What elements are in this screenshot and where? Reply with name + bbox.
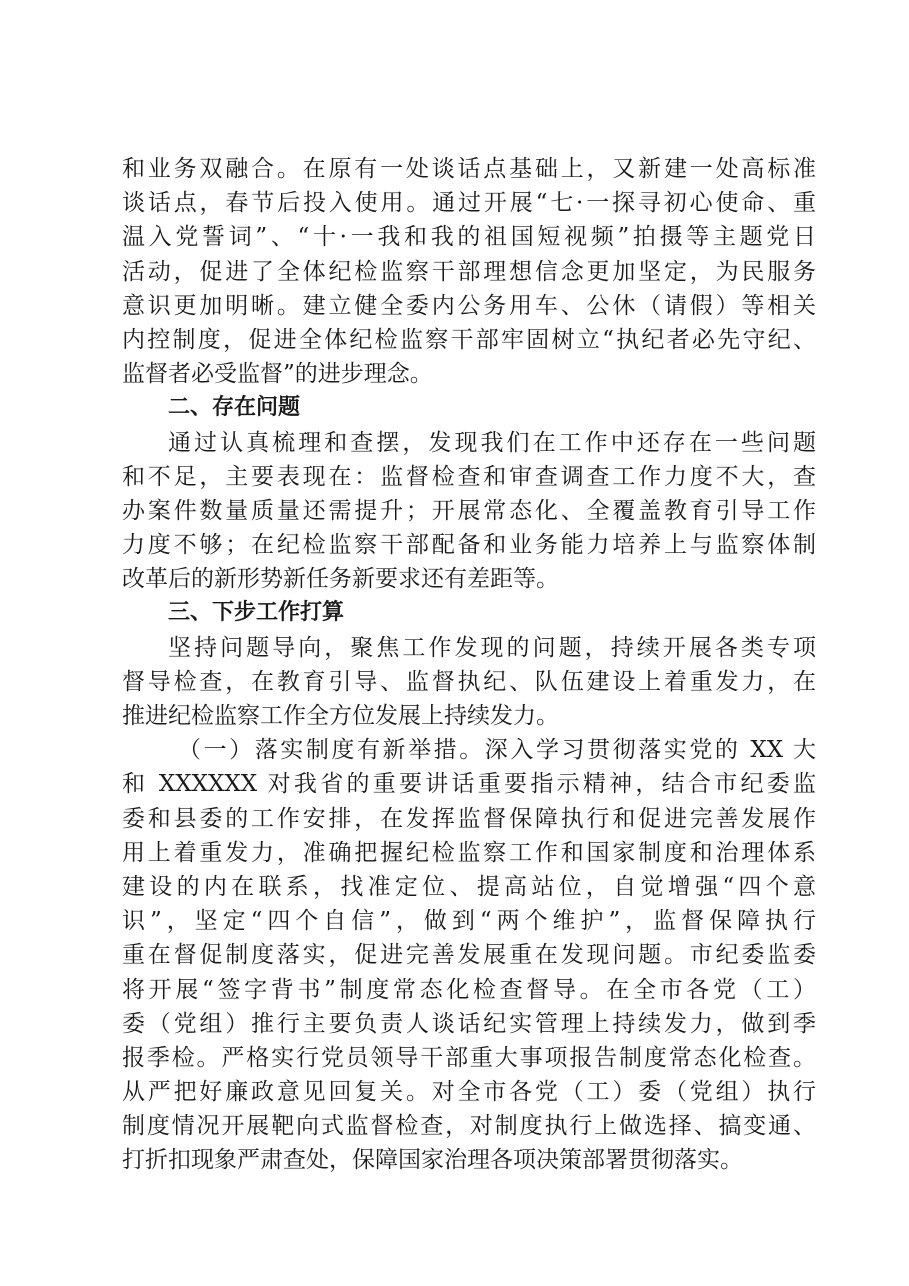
text-line: 温入党誓词”、“十·一我和我的祖国短视频”拍摄等主题党日 [122,224,816,251]
text-line: 委和县委的工作安排，在发挥监督保障执行和促进完善发展作 [122,805,816,832]
text-line: 内控制度，促进全体纪检监察干部牢固树立“执纪者必先守纪、 [122,326,816,353]
text-line: 重在督促制度落实，促进完善发展重在发现问题。市纪委监委 [122,942,816,969]
text-line: 将开展“签字背书”制度常态化检查督导。在全市各党（工） [122,976,816,1003]
paragraph-next-steps-intro [122,631,816,734]
text-line: 督导检查，在教育引导、监督执纪、队伍建设上着重发力，在 [122,668,816,695]
text-line: 和不足，主要表现在：监督检查和审查调查工作力度不大，查 [122,463,816,490]
paragraph-continuation [122,152,816,391]
text-line: 报季检。严格实行党员领导干部重大事项报告制度常态化检查。 [122,1044,816,1071]
text-line: 和 XXXXXX 对我省的重要讲话重要指示精神，结合市纪委监 [122,771,816,798]
paragraph-problems [122,426,816,597]
text-line: 改革后的新形势新任务新要求还有差距等。 [122,566,559,593]
text-line: 和业务双融合。在原有一处谈话点基础上，又新建一处高标准 [122,156,816,182]
document-body [122,152,816,1178]
text-line: 通过认真梳理和查摆，发现我们在工作中还存在一些问题 [168,429,816,456]
text-line: 打折扣现象严肃查处，保障国家治理各项决策部署贯彻落实。 [122,1147,743,1174]
text-line: 从严把好廉政意见回复关。对全市各党（工）委（党组）执行 [122,1079,816,1106]
text-line: 用上着重发力，准确把握纪检监察工作和国家制度和治理体系 [122,839,816,866]
text-line: 力度不够；在纪检监察干部配备和业务能力培养上与监察体制 [122,532,816,559]
text-line: （一）落实制度有新举措。深入学习贯彻落实党的 XX 大 [178,737,816,764]
text-line: 识”，坚定“四个自信”，做到“两个维护”，监督保障执行 [122,908,816,935]
text-line: 建设的内在联系，找准定位、提高站位，自觉增强“四个意 [122,873,816,900]
text-line: 制度情况开展靶向式监督检查，对制度执行上做选择、搞变通、 [122,1113,816,1140]
text-line: 推进纪检监察工作全方位发展上持续发力。 [122,703,559,729]
section-heading-next-steps: 三、下步工作打算 [168,600,345,626]
text-line: 委（党组）推行主要负责人谈话纪实管理上持续发力，做到季 [122,1010,816,1037]
text-line: 办案件数量质量还需提升；开展常态化、全覆盖教育引导工作 [122,497,816,524]
paragraph-new-measures [122,733,816,1177]
text-line: 监督者必受监督”的进步理念。 [122,361,433,388]
section-heading-problems: 二、存在问题 [168,395,301,421]
text-line: 谈话点，春节后投入使用。通过开展“七·一探寻初心使命、重 [122,190,816,217]
text-line: 活动，促进了全体纪检监察干部理想信念更加坚定，为民服务 [122,258,816,285]
text-line: 坚持问题导向，聚焦工作发现的问题，持续开展各类专项 [168,634,816,661]
text-line: 意识更加明晰。建立健全委内公务用车、公休（请假）等相关 [122,292,816,319]
